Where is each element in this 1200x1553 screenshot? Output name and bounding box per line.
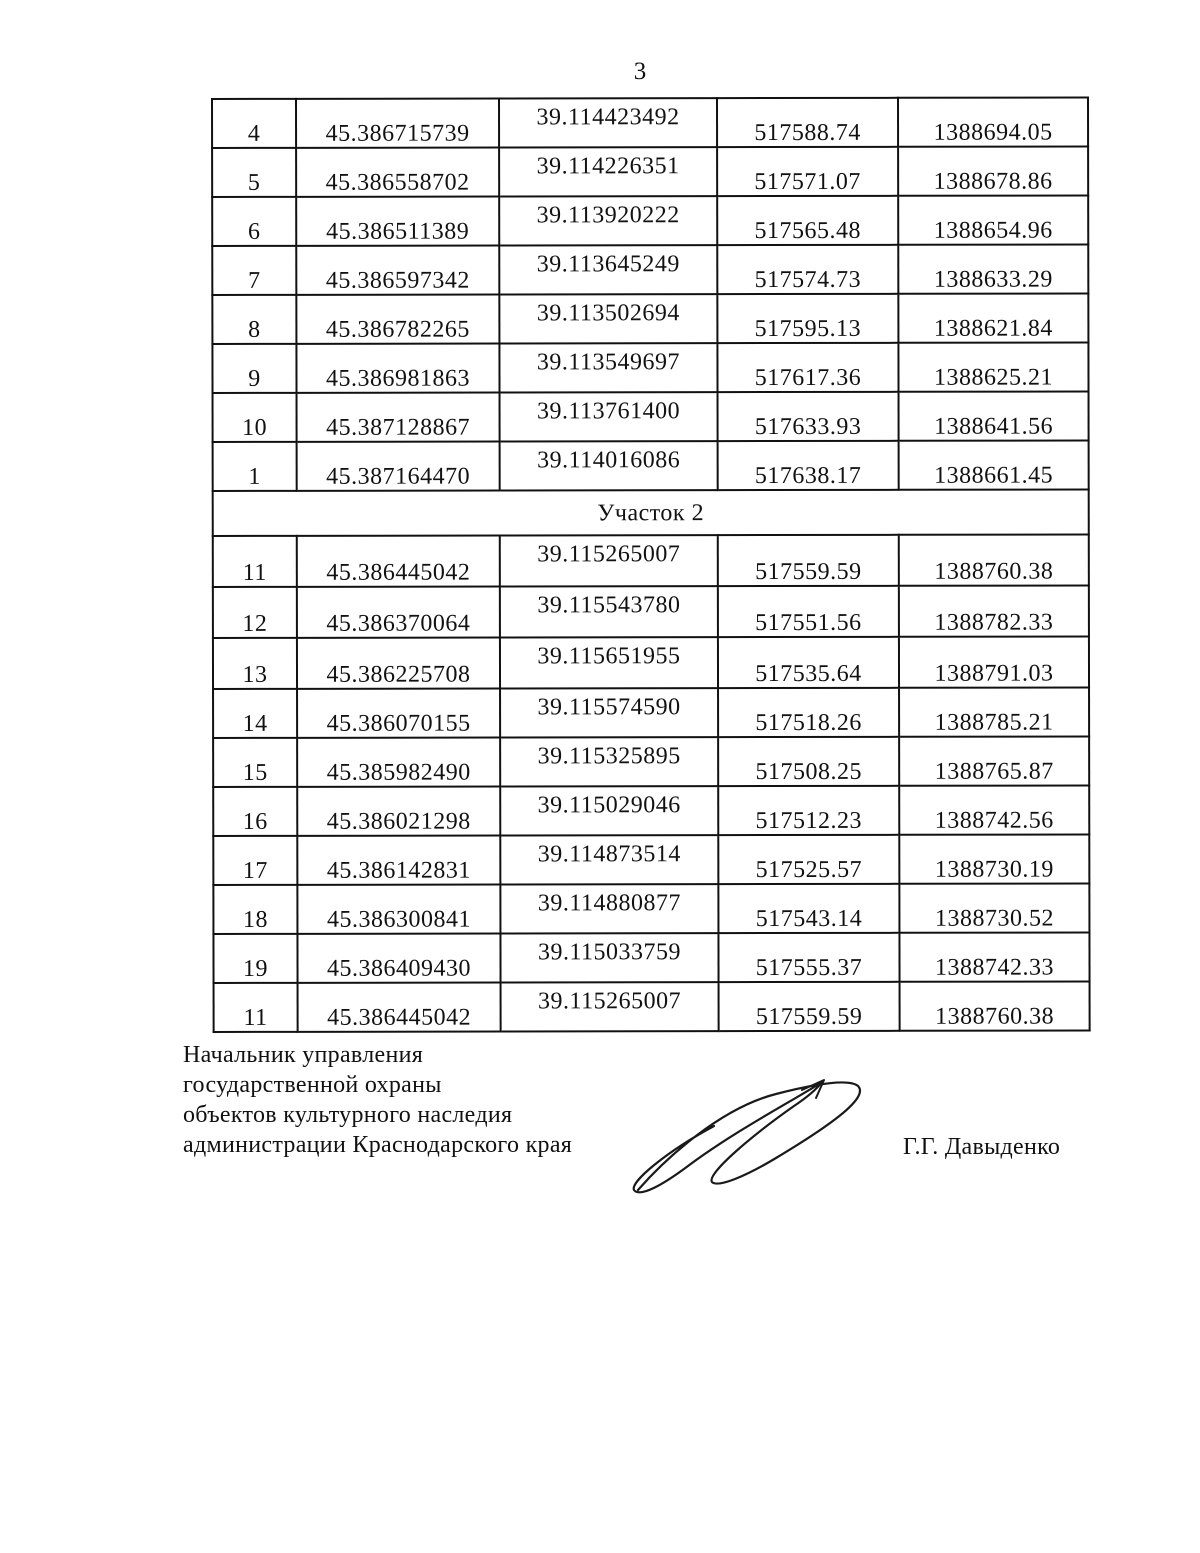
point-number-cell: 11: [214, 983, 298, 1032]
longitude-cell: 39.114423492: [499, 98, 717, 147]
y-coordinate-cell: 1388760.38: [900, 981, 1090, 1030]
signer-name: Г.Г. Давыденко: [903, 1134, 1061, 1160]
point-number-cell: 4: [212, 99, 296, 148]
y-coordinate-cell: 1388760.38: [899, 534, 1089, 585]
point-number-cell: 12: [213, 587, 297, 638]
x-coordinate-cell: 517555.37: [718, 933, 899, 982]
position-line: Начальник управления: [183, 1042, 424, 1068]
y-coordinate-cell: 1388785.21: [899, 687, 1089, 736]
table-row: [213, 736, 1089, 787]
position-line: администрации Краснодарского края: [183, 1132, 573, 1158]
table-row: [213, 932, 1089, 983]
x-coordinate-cell: 517559.59: [718, 535, 899, 586]
table-row: [212, 293, 1088, 344]
longitude-cell: 39.115029046: [500, 786, 718, 835]
latitude-cell: 45.386445042: [298, 982, 501, 1031]
latitude-cell: 45.386511389: [296, 196, 499, 245]
table-row: [213, 391, 1089, 442]
latitude-cell: 45.386445042: [297, 535, 500, 586]
table-row: [212, 195, 1088, 246]
x-coordinate-cell: 517518.26: [718, 688, 899, 737]
y-coordinate-cell: 1388742.56: [899, 785, 1089, 834]
page-number: 3: [633, 58, 647, 85]
x-coordinate-cell: 517571.07: [717, 147, 898, 196]
table-row: [213, 585, 1089, 638]
point-number-cell: 16: [213, 787, 297, 836]
longitude-cell: 39.114873514: [500, 835, 718, 884]
x-coordinate-cell: 517617.36: [717, 343, 898, 392]
longitude-cell: 39.115325895: [500, 737, 718, 786]
latitude-cell: 45.386070155: [297, 688, 500, 737]
latitude-cell: 45.386142831: [297, 835, 500, 884]
table-row: [212, 244, 1088, 295]
longitude-cell: 39.113502694: [499, 294, 717, 343]
table-row: [214, 981, 1090, 1032]
x-coordinate-cell: 517559.59: [719, 982, 900, 1031]
latitude-cell: 45.387164470: [297, 441, 500, 490]
point-number-cell: 6: [212, 197, 296, 246]
y-coordinate-cell: 1388654.96: [898, 195, 1088, 244]
point-number-cell: 5: [212, 148, 296, 197]
x-coordinate-cell: 517551.56: [718, 586, 899, 637]
point-number-cell: 18: [213, 885, 297, 934]
x-coordinate-cell: 517525.57: [718, 835, 899, 884]
point-number-cell: 8: [212, 295, 296, 344]
section-header-row: [213, 489, 1089, 536]
y-coordinate-cell: 1388742.33: [899, 932, 1089, 981]
coordinates-table: [211, 96, 1091, 1033]
table-row: [213, 636, 1089, 689]
point-number-cell: 1: [213, 442, 297, 491]
latitude-cell: 45.386782265: [296, 294, 499, 343]
position-line: объектов культурного наследия: [183, 1102, 513, 1128]
x-coordinate-cell: 517595.13: [717, 294, 898, 343]
table-row: [213, 534, 1089, 587]
longitude-cell: 39.115543780: [500, 586, 718, 637]
latitude-cell: 45.386558702: [296, 147, 499, 196]
table-row: [213, 687, 1089, 738]
x-coordinate-cell: 517588.74: [717, 98, 898, 147]
longitude-cell: 39.115574590: [500, 688, 718, 737]
y-coordinate-cell: 1388625.21: [898, 342, 1088, 391]
point-number-cell: 11: [213, 536, 297, 587]
signatory-position: [183, 1040, 572, 1160]
longitude-cell: 39.113549697: [499, 343, 717, 392]
latitude-cell: 45.386715739: [296, 98, 499, 147]
longitude-cell: 39.113920222: [499, 196, 717, 245]
handwritten-signature: [626, 1068, 871, 1203]
table-row: [213, 883, 1089, 934]
section-title: Участок 2: [213, 489, 1089, 536]
table-row: [213, 440, 1089, 491]
point-number-cell: 15: [213, 738, 297, 787]
y-coordinate-cell: 1388633.29: [898, 244, 1088, 293]
x-coordinate-cell: 517565.48: [717, 196, 898, 245]
y-coordinate-cell: 1388782.33: [899, 585, 1089, 636]
x-coordinate-cell: 517633.93: [718, 392, 899, 441]
y-coordinate-cell: 1388621.84: [898, 293, 1088, 342]
point-number-cell: 10: [213, 393, 297, 442]
x-coordinate-cell: 517508.25: [718, 737, 899, 786]
x-coordinate-cell: 517543.14: [718, 884, 899, 933]
y-coordinate-cell: 1388730.52: [899, 883, 1089, 932]
x-coordinate-cell: 517535.64: [718, 637, 899, 688]
point-number-cell: 19: [213, 934, 297, 983]
y-coordinate-cell: 1388661.45: [899, 440, 1089, 489]
latitude-cell: 45.386300841: [297, 884, 500, 933]
point-number-cell: 13: [213, 638, 297, 689]
latitude-cell: 45.386370064: [297, 586, 500, 637]
longitude-cell: 39.113645249: [499, 245, 717, 294]
longitude-cell: 39.113761400: [500, 392, 718, 441]
longitude-cell: 39.114226351: [499, 147, 717, 196]
y-coordinate-cell: 1388694.05: [898, 97, 1088, 146]
latitude-cell: 45.386981863: [296, 343, 499, 392]
latitude-cell: 45.385982490: [297, 737, 500, 786]
longitude-cell: 39.114880877: [500, 884, 718, 933]
table-row: [213, 834, 1089, 885]
point-number-cell: 7: [212, 246, 296, 295]
y-coordinate-cell: 1388730.19: [899, 834, 1089, 883]
latitude-cell: 45.386021298: [297, 786, 500, 835]
point-number-cell: 17: [213, 836, 297, 885]
latitude-cell: 45.386597342: [296, 245, 499, 294]
y-coordinate-cell: 1388791.03: [899, 636, 1089, 687]
position-line: государственной охраны: [183, 1072, 442, 1098]
latitude-cell: 45.387128867: [297, 392, 500, 441]
longitude-cell: 39.115651955: [500, 637, 718, 688]
y-coordinate-cell: 1388678.86: [898, 146, 1088, 195]
x-coordinate-cell: 517574.73: [717, 245, 898, 294]
table-row: [212, 97, 1088, 148]
x-coordinate-cell: 517638.17: [718, 441, 899, 490]
y-coordinate-cell: 1388765.87: [899, 736, 1089, 785]
y-coordinate-cell: 1388641.56: [899, 391, 1089, 440]
point-number-cell: 14: [213, 689, 297, 738]
longitude-cell: 39.115265007: [500, 535, 718, 586]
longitude-cell: 39.115033759: [500, 933, 718, 982]
table-row: [212, 342, 1088, 393]
coordinates-table-body: [212, 97, 1090, 1032]
x-coordinate-cell: 517512.23: [718, 786, 899, 835]
longitude-cell: 39.114016086: [500, 441, 718, 490]
table-row: [213, 785, 1089, 836]
latitude-cell: 45.386225708: [297, 637, 500, 688]
longitude-cell: 39.115265007: [501, 982, 719, 1031]
table-row: [212, 146, 1088, 197]
point-number-cell: 9: [212, 344, 296, 393]
latitude-cell: 45.386409430: [297, 933, 500, 982]
